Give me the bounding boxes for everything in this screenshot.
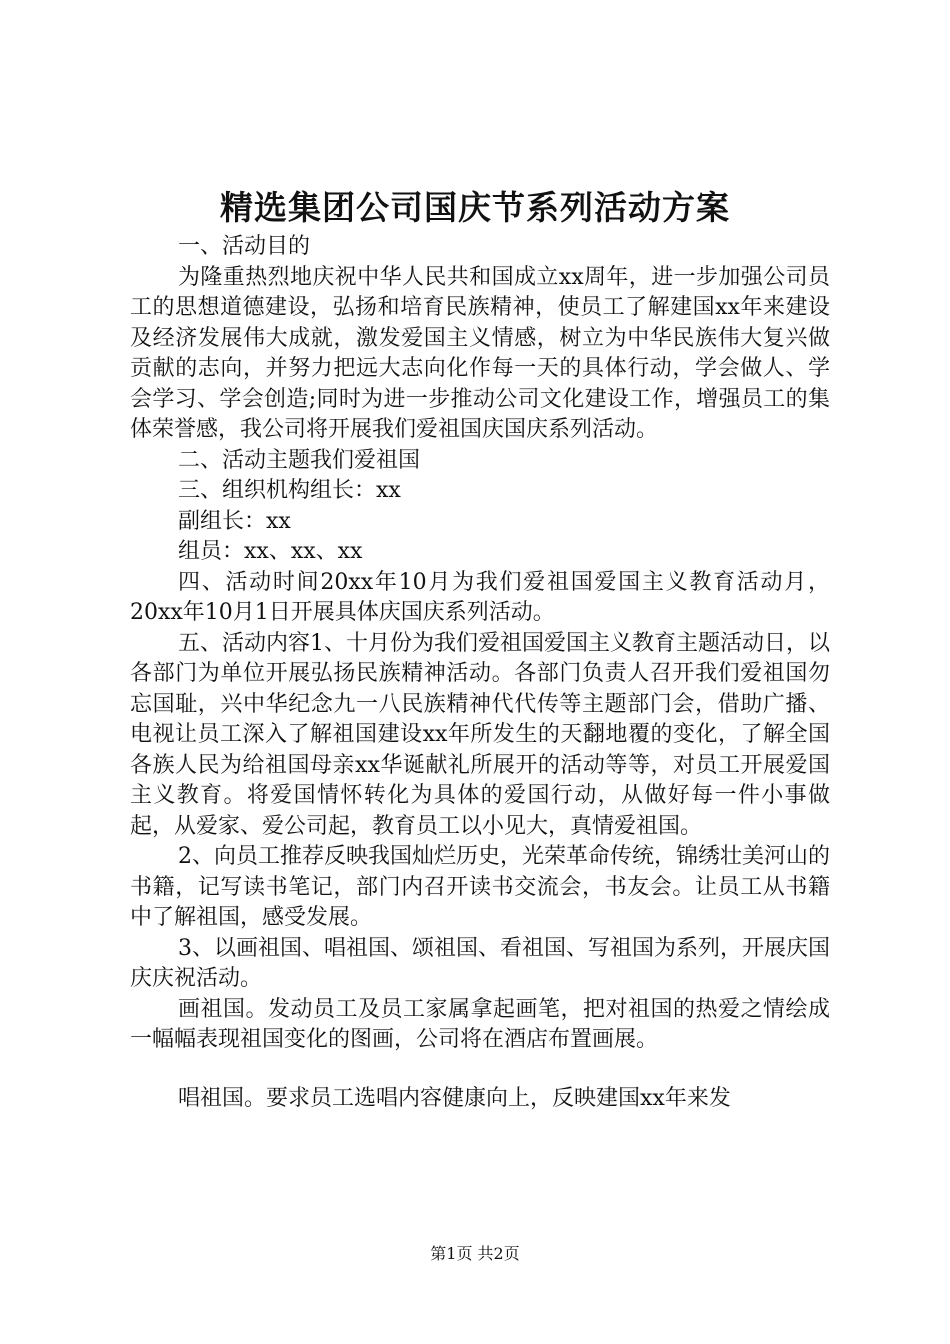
paragraph-1: 一、活动目的 xyxy=(178,234,311,259)
paragraph-3: 二、活动主题我们爱祖国 xyxy=(178,447,421,473)
paragraph-10: 3、以画祖国、唱祖国、颂祖国、看祖国、写祖国为系列，开展庆国庆庆祝活动。 xyxy=(130,935,830,991)
paragraph-7: 四、活动时间20xx年10月为我们爱祖国爱国主义教育活动月，20xx年10月1日开展具体庆国庆系列活动。 xyxy=(130,569,830,625)
paragraph-9: 2、向员工推荐反映我国灿烂历史，光荣革命传统，锦绣壮美河山的书籍，记写读书笔记，部门内召开读书交流会，书友会。让员工从书籍中了解祖国，感受发展。 xyxy=(130,844,830,930)
paragraph-8: 五、活动内容1、十月份为我们爱祖国爱国主义教育主题活动日，以各部门为单位开展弘扬民族精神活动。各部门负责人召开我们爱祖国勿忘国耻，兴中华纪念九一八民族精神代代传等主题部门会，借助广播、电视让员工深入了解祖国建设xx年所发生的天翻地覆的变化，了解全国各族人民为给祖国母亲xx华诞献礼所展开的活动等等，对员工开展爱国主义教育。将爱国情怀转化为具体的爱国行动，从做好每一件小事做起，从爱家、爱公司起，教育员工以小见大，真情爱祖国。 xyxy=(130,630,830,839)
paragraph-12: 唱祖国。要求员工选唱内容健康向上，反映建国xx年来发 xyxy=(178,1085,731,1111)
paragraph-11: 画祖国。发动员工及员工家属拿起画笔，把对祖国的热爱之情绘成一幅幅表现祖国变化的图画，公司将在酒店布置画展。 xyxy=(130,996,830,1052)
paragraph-4: 三、组织机构组长：xx xyxy=(178,478,401,503)
paragraph-6: 组员：xx、xx、xx xyxy=(178,539,363,564)
document-body xyxy=(130,232,830,1114)
paragraph-2: 为隆重热烈地庆祝中华人民共和国成立xx周年，进一步加强公司员工的思想道德建设，弘扬和培育民族精神，使员工了解建国xx年来建设及经济发展伟大成就，激发爱国主义情感，树立为中华民族伟大复兴做贡献的志向，并努力把远大志向化作每一天的具体行动，学会做人、学会学习、学会创造;同时为进一步推动公司文化建设工作，增强员工的集体荣誉感，我公司将开展我们爱祖国庆国庆系列活动。 xyxy=(130,264,830,442)
page-footer: 第1页 共2页 xyxy=(430,1244,520,1263)
document-title: 精选集团公司国庆节系列活动方案 xyxy=(220,188,730,227)
paragraph-5: 副组长：xx xyxy=(178,508,291,534)
